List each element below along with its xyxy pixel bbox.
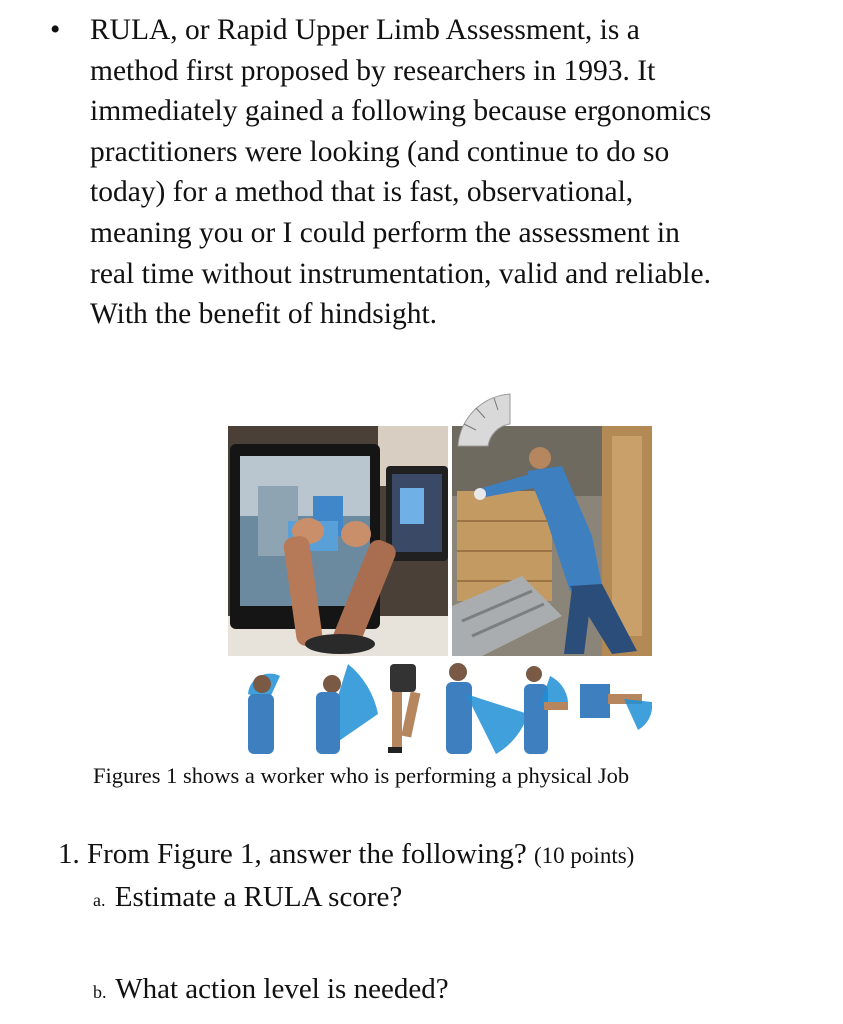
sub-question-b xyxy=(93,973,449,1006)
sub-question-text: What action level is needed? xyxy=(115,973,449,1005)
intro-line: With the benefit of hindsight. xyxy=(90,298,438,331)
intro-line: practitioners were looking (and continue to do so xyxy=(90,135,670,168)
intro-line: real time without instrumentation, valid and reliable. xyxy=(90,257,711,290)
sub-question-letter: a. xyxy=(93,890,106,910)
upper-arm-figure xyxy=(446,663,528,754)
lower-arm-figure xyxy=(524,666,568,754)
figure-caption: Figures 1 shows a worker who is performing a physical Job xyxy=(93,763,630,788)
posture-diagrams xyxy=(228,654,652,764)
sub-question-letter: b. xyxy=(93,982,107,1002)
figure-1 xyxy=(228,384,652,764)
wrist-posture-figure xyxy=(580,684,652,730)
intro-line: meaning you or I could perform the assessment in xyxy=(90,216,680,249)
sub-question-a xyxy=(93,881,402,914)
leg-posture-figure xyxy=(388,664,420,753)
intro-paragraph xyxy=(50,10,820,335)
warehouse-worker-photo xyxy=(452,426,652,656)
trunk-flexion-figure xyxy=(316,664,378,754)
intro-line: immediately gained a following because ergonomics xyxy=(90,95,712,128)
question-points: (10 points) xyxy=(534,843,635,868)
intro-text xyxy=(90,10,820,335)
sub-question-text: Estimate a RULA score? xyxy=(114,881,403,913)
angle-gauge-icon xyxy=(450,384,520,454)
intro-line: method first proposed by researchers in 1993. It xyxy=(90,54,656,87)
intro-line: today) for a method that is fast, observational, xyxy=(90,176,634,209)
question-1 xyxy=(58,838,634,871)
question-number: 1. xyxy=(58,838,80,870)
question-text: From Figure 1, answer the following? xyxy=(87,838,527,870)
intro-line: RULA, or Rapid Upper Limb Assessment, is a xyxy=(90,14,640,46)
bullet-marker: • xyxy=(50,14,61,46)
tablet-assessment-photo xyxy=(228,426,448,656)
neck-flexion-figure xyxy=(248,674,280,754)
